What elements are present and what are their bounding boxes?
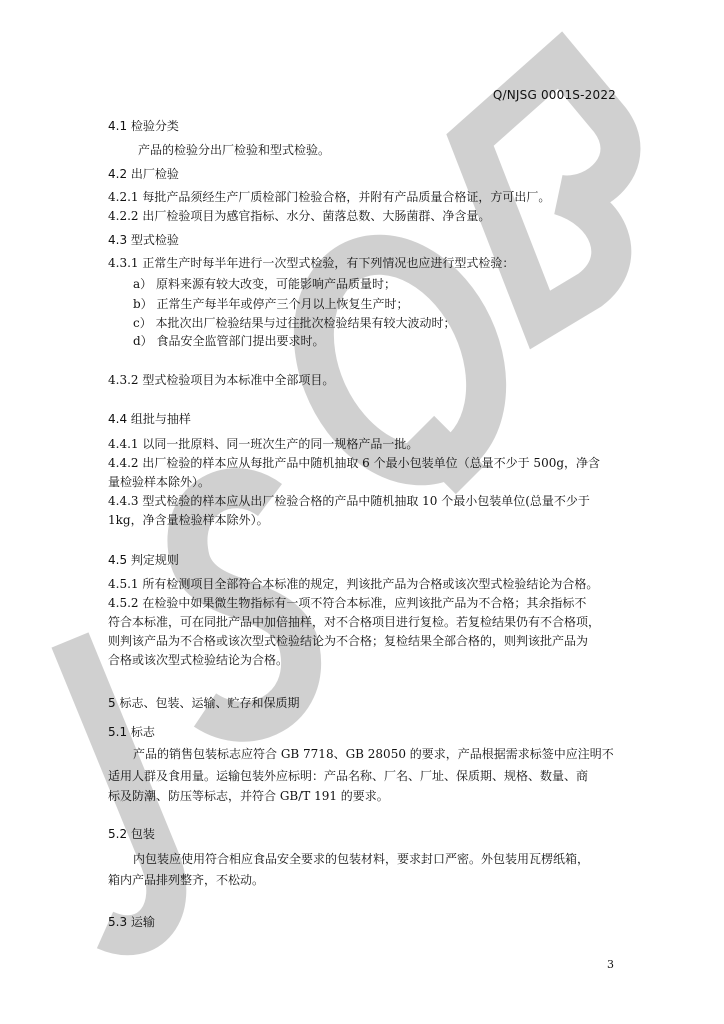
section-heading-h45: 4.5 判定规则 [108, 553, 179, 567]
paragraph-line-p51b: 适用人群及食用量。运输包装外应标明：产品名称、厂名、厂址、保质期、规格、数量、商 [108, 769, 589, 783]
paragraph-line-p441: 4.4.1 以同一批原料、同一班次生产的同一规格产品一批。 [108, 437, 419, 451]
paragraph-line-p452b: 符合本标准，可在同批产品中加倍抽样，对不合格项目进行复检。若复检结果仍有不合格项， [108, 615, 601, 629]
section-heading-h44: 4.4 组批与抽样 [108, 412, 191, 426]
section-heading-h42: 4.2 出厂检验 [108, 167, 179, 181]
section-heading-h41: 4.1 检验分类 [108, 119, 179, 133]
paragraph-line-p442b: 量检验样本除外）。 [108, 475, 211, 489]
paragraph-line-p421: 4.2.1 每批产品须经生产厂质检部门检验合格，并附有产品质量合格证，方可出厂。 [108, 190, 551, 204]
paragraph-line-p41: 产品的检验分出厂检验和型式检验。 [138, 143, 331, 157]
paragraph-line-p452d: 合格或该次型式检验结论为合格。 [108, 653, 289, 667]
paragraph-line-p52a: 内包装应使用符合相应食品安全要求的包装材料，要求封口严密。外包装用瓦楞纸箱， [133, 852, 590, 866]
paragraph-line-lc: c） 本批次出厂检验结果与过往批次检验结果有较大波动时； [133, 316, 456, 330]
paragraph-line-p442a: 4.4.2 出厂检验的样本应从每批产品中随机抽取 6 个最小包装单位（总量不少于 500g，净含 [108, 456, 601, 470]
paragraph-line-la: a） 原料来源有较大改变，可能影响产品质量时； [133, 277, 396, 291]
paragraph-line-p452a: 4.5.2 在检验中如果微生物指标有一项不符合本标准，应判该批产品为不合格；其余指标不 [108, 596, 587, 610]
page-number: 3 [607, 958, 614, 971]
paragraph-line-p432: 4.3.2 型式检验项目为本标准中全部项目。 [108, 373, 335, 387]
paragraph-line-ld: d） 食品安全监管部门提出要求时。 [133, 334, 325, 348]
document-code: Q/NJSG 0001S-2022 [492, 88, 616, 102]
paragraph-line-p451: 4.5.1 所有检测项目全部符合本标准的规定，判该批产品为合格或该次型式检验结论为合格。 [108, 577, 599, 591]
paragraph-line-p52b: 箱内产品排列整齐，不松动。 [108, 873, 265, 887]
paragraph-line-p51a: 产品的销售包装标志应符合 GB 7718、GB 28050 的要求，产品根据需求标签中应注明不 [133, 747, 614, 761]
paragraph-line-p443b: 1kg，净含量检验样本除外）。 [108, 513, 269, 527]
section-heading-h52: 5.2 包装 [108, 827, 155, 841]
paragraph-line-p452c: 则判该产品为不合格或该次型式检验结论为不合格；复检结果全部合格的，则判该批产品为 [108, 634, 589, 648]
section-heading-h53: 5.3 运输 [108, 915, 155, 929]
section-heading-h5: 5 标志、包装、运输、贮存和保质期 [108, 696, 300, 710]
paragraph-line-p431: 4.3.1 正常生产时每半年进行一次型式检验，有下列情况也应进行型式检验： [108, 256, 515, 270]
paragraph-line-p443a: 4.4.3 型式检验的样本应从出厂检验合格的产品中随机抽取 10 个最小包装单位(总量不少于 [108, 494, 590, 508]
paragraph-line-p51c: 标及防潮、防压等标志，并符合 GB/T 191 的要求。 [108, 789, 389, 803]
paragraph-line-lb: b） 正常生产每半年或停产三个月以上恢复生产时； [133, 297, 409, 311]
section-heading-h43: 4.3 型式检验 [108, 233, 179, 247]
section-heading-h51: 5.1 标志 [108, 725, 155, 739]
paragraph-line-p422: 4.2.2 出厂检验项目为感官指标、水分、菌落总数、大肠菌群、净含量。 [108, 209, 491, 223]
